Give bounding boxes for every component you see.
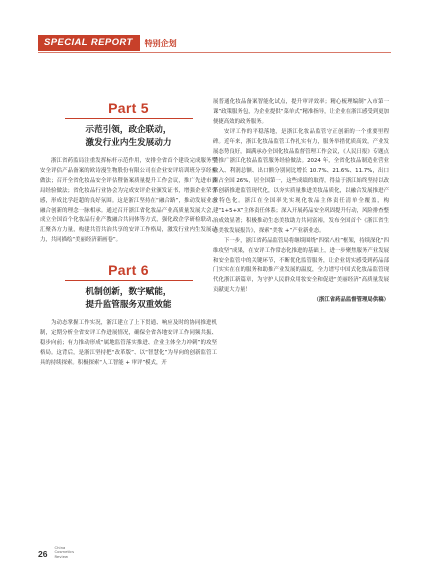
source-credit: （浙江省药品监督管理局供稿） bbox=[313, 297, 389, 304]
summary-paragraph: 安评工作的平稳落地，是浙江化妆品监管守正创新的一个重要里程碑。近年来，浙江化妆品监管工作扎实有力，服务举措优质高效，产业发展态势良好，圆满承办全国化妆品监督管理工作会议，《人民日报》专题点赞推广浙江化妆品监管服务经验做法。2024 年，全省化妆品制造业营业收入、利润总额、出口额分别同比增长 10.7%、21.6%、11.7%，出口额占全国 26%，居全国第一，这些成绩的取得，得益于浙江始终坚持以改革创新推进监管现代化，以夯实质量推进美妆品质化，以融合发展推进产业特色化。浙江在全国率先实现化妆品主体责任清单全覆盖，构建“1+5+X”主体责任体系；深入开展药品安全巩固提升行动，风险排查整治成效显著；积极推动生态美妆助力共同富裕，发布全国首个《浙江省生态美妆发展报告》，探索“美妆 +”产业新业态。 bbox=[213, 128, 389, 234]
left-column bbox=[40, 100, 217, 369]
part6-subtitle-1: 机制创新，数字赋能， bbox=[85, 287, 172, 298]
page-number: 26 bbox=[38, 549, 48, 559]
magazine-name: China Cosmetics Review bbox=[54, 544, 75, 559]
continued-paragraph: 展普通化妆品备案智能化试点，提升审评效率；精心梳理编制“入市第一课”政策服务包，为企业提供“菜单式”精准指导，让企业在浙江感受到更加便捷高效的政务服务。 bbox=[213, 99, 389, 125]
part5-subtitle-1: 示范引领，政企联动， bbox=[85, 125, 172, 135]
part6-subtitle-2: 提升监管服务双重效能 bbox=[85, 299, 172, 310]
page-footer bbox=[38, 546, 74, 559]
section-header bbox=[38, 35, 177, 51]
section-label: 特别企划 bbox=[144, 38, 177, 48]
outlook-paragraph: 下一步，浙江省药品监管局将继续围绕“四梁八柱”框架，持续深化“四维攻坚”成果，在安评工作常态化推进的基础上，进一步聚焦服务产业发展和安全监管中的关键环节，不断优化监管服务，让企业切实感受到药品部门实实在在的服务和助推产业发展的温度，全力谱写中国式化妆品监管现代化浙江新篇章，为守护人民群众用妆安全和促进“美丽经济”高质量发展贡献更大力量！ bbox=[213, 237, 389, 294]
part6-title: Part 6 bbox=[108, 262, 149, 279]
part5-title: Part 5 bbox=[108, 100, 149, 116]
part5-subtitle-2: 激发行业内生发展动力 bbox=[85, 137, 172, 148]
header-divider bbox=[38, 52, 391, 53]
part5-paragraph: 浙江省药监局注重发挥标杆示范作用，安排全省首个建设完成服务型安全评估产品备案的欧诗漫生物股份有限公司在企业安评培训班分享经验做法；召开全省化妆品安全评估暨备案质量提升工作会议，推广先进市县局经验做法；省化妆品行业协会为完成安评企业颁发证书，增强企业荣誉感，形成比学赶超的良好氛围。这是浙江坚持在“融合路”，推动发展业态融合创新的理念一脉相承。通过召开浙江省化妆品产业高质量发展大会，成立全国首个化妆品行业产教融合共同体等方式，强化政企学研检联动，汇聚各方力量，构建共管共治共享的安评工作格局，激发行业内生发展动力，共同描绘“美丽经济新画卷”。 bbox=[40, 158, 217, 244]
part6-paragraph: 为动态掌握工作实况，浙江建立了上下贯通、响应及时的协同推进机制，定期分析全省安评工作进展情况，确保全省各地安评工作同频共振、稳步向前；有力推动形成“属地监管落实推进、企业主体全力冲刺”的攻坚格局。这背后，是浙江坚持把“改革版”、以“智慧化”为导向的创新监管工具的持续探索。积极探索“人工智能 + 审评”模式，开 bbox=[40, 320, 217, 366]
special-report-badge: SPECIAL REPORT bbox=[38, 35, 140, 51]
right-column bbox=[213, 98, 389, 306]
part6-divider bbox=[65, 280, 193, 281]
part5-divider bbox=[65, 118, 193, 119]
